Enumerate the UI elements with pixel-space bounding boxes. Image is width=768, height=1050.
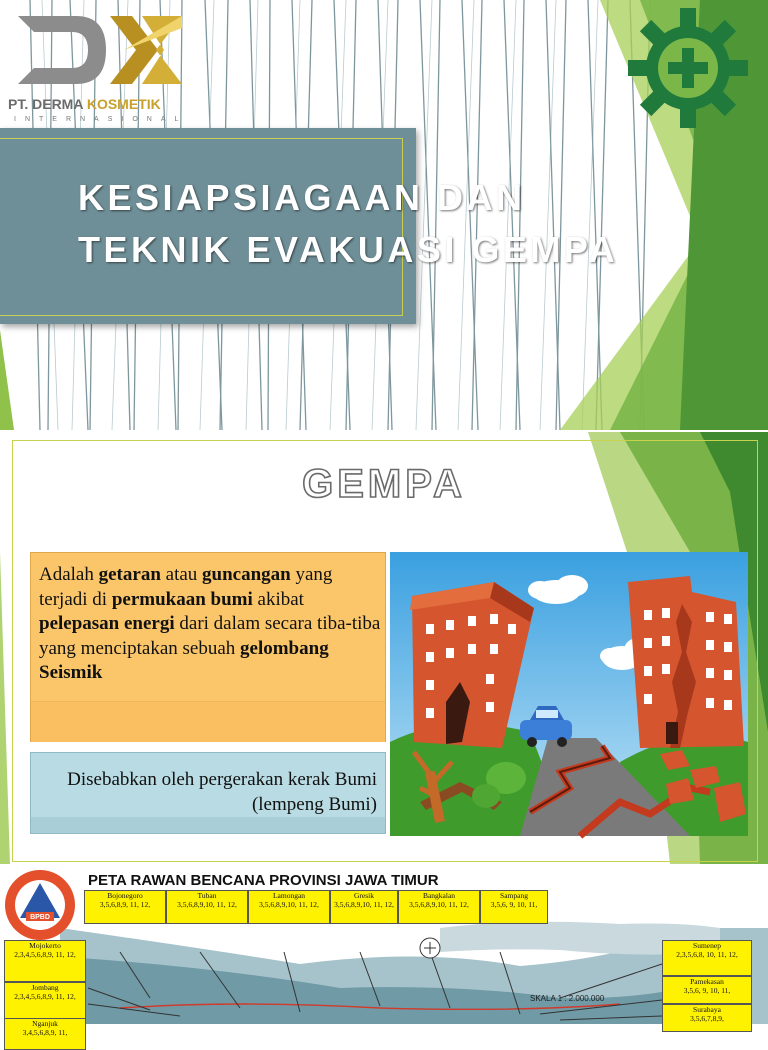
region-hazard-codes: 3,5,6,8,9, 11, 12,: [99, 900, 151, 909]
region-name: Mojokerto: [29, 941, 61, 950]
region-hazard-codes: 2,3,5,6,8, 10, 11, 12,: [676, 950, 738, 959]
definition-keyword: gelombang Seismik: [39, 637, 329, 683]
map-title: PETA RAWAN BENCANA PROVINSI JAWA TIMUR: [88, 872, 439, 889]
region-hazard-codes: 3,5,6,8,9,10, 11, 12,: [259, 900, 319, 909]
definition-fragment: Adalah: [39, 564, 99, 585]
definition-fragment: yang terjadi di: [39, 564, 333, 610]
region-label: [480, 890, 548, 924]
region-hazard-codes: 3,5,6,7,8,9,: [690, 1014, 724, 1023]
definition-fragment: akibat: [252, 588, 304, 610]
region-hazard-codes: 2,3,4,5,6,8,9, 11, 12,: [14, 950, 76, 959]
region-name: Jombang: [31, 983, 59, 992]
region-hazard-codes: 3,5,6,8,9,10, 11, 12,: [409, 900, 469, 909]
company-logo: [8, 10, 214, 130]
definition-keyword: getaran: [98, 564, 161, 585]
definition-band: [31, 701, 385, 742]
region-name: Sumenep: [693, 941, 721, 950]
region-name: Surabaya: [693, 1005, 721, 1014]
region-name: Sampang: [500, 891, 528, 900]
cause-text: Disebabkan oleh pergerakan kerak Bumi (lempeng Bumi): [67, 769, 377, 815]
region-label: [662, 1004, 752, 1032]
region-hazard-codes: 3,5,6, 9, 10, 11,: [683, 986, 731, 995]
region-hazard-codes: 2,3,4,5,6,8,9, 11, 12,: [14, 992, 76, 1001]
company-logo-mark: [14, 10, 184, 90]
company-name: PT. DERMA KOSMETIK: [8, 96, 161, 112]
region-label: [398, 890, 480, 924]
region-name: Lamongan: [272, 891, 306, 900]
cracked-building-right: [628, 576, 744, 748]
gempa-slide: [0, 432, 768, 864]
region-name: Bangkalan: [422, 891, 456, 900]
definition-fragment: atau: [160, 564, 203, 585]
region-name: Pamekasan: [690, 977, 724, 986]
region-hazard-codes: 3,5,6,8,9,10, 11, 12,: [334, 900, 394, 909]
region-label: [4, 1018, 86, 1050]
definition-fragment: dari dalam secara tiba-tiba yang menciptakan sebuah: [39, 613, 381, 659]
disaster-map: [0, 888, 768, 1037]
definition-text: [39, 563, 383, 686]
map-scale: SKALA 1 : 2.000.000: [530, 994, 605, 1003]
safety-gear-icon: [626, 6, 750, 130]
region-label: [4, 940, 86, 982]
region-name: Gresik: [354, 891, 374, 900]
region-name: Tuban: [197, 891, 217, 900]
cause-box: [30, 752, 386, 834]
bpbd-logo-text: BPBD: [30, 914, 50, 921]
region-hazard-codes: 3,4,5,6,8,9, 11,: [22, 1028, 68, 1037]
definition-keyword: permukaan bumi: [111, 588, 253, 610]
earthquake-illustration: [390, 552, 748, 836]
region-name: Nganjuk: [32, 1019, 58, 1028]
region-label: [166, 890, 248, 924]
cause-band: [31, 817, 385, 833]
region-label: [248, 890, 330, 924]
region-name: Bojonegoro: [107, 891, 143, 900]
definition-box: [30, 552, 386, 742]
region-hazard-codes: 3,5,6, 9, 10, 11,: [490, 900, 538, 909]
definition-keyword: guncangan: [202, 564, 291, 585]
title-line-2: TEKNIK EVAKUASI GEMPA: [78, 229, 619, 270]
region-label: [84, 890, 166, 924]
region-hazard-codes: 3,5,6,8,9,10, 11, 12,: [177, 900, 237, 909]
definition-keyword: pelepasan energi: [39, 613, 175, 634]
title-slide: [0, 0, 768, 430]
region-label: [662, 976, 752, 1004]
slide-title: [78, 172, 768, 276]
bpbd-logo: [2, 868, 78, 942]
company-subtitle: INTERNASIONAL: [14, 116, 188, 123]
title-line-1: KESIAPSIAGAAN DAN: [78, 177, 526, 218]
region-label: [330, 890, 398, 924]
gempa-title: GEMPA: [302, 462, 466, 506]
map-slide: [0, 866, 768, 1037]
region-label: [662, 940, 752, 976]
